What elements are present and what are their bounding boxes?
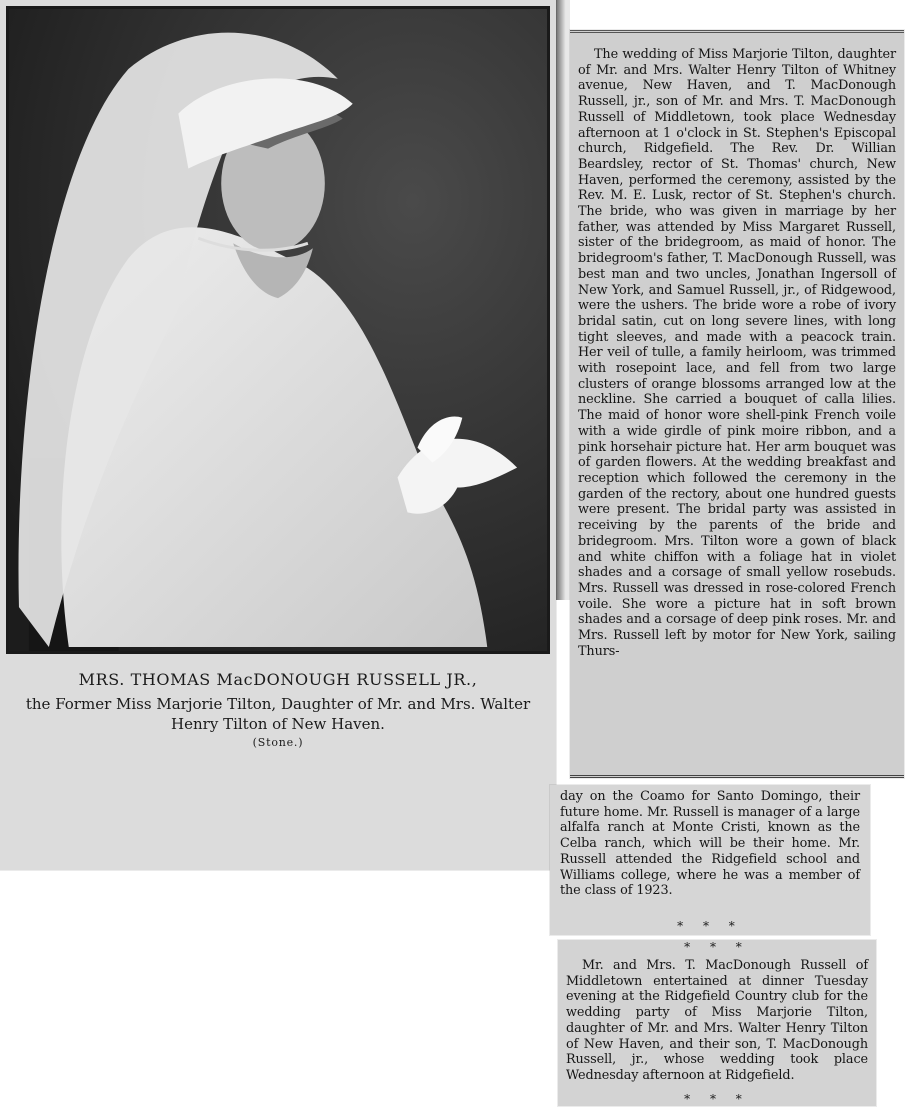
bride-portrait-illustration xyxy=(9,9,547,651)
dinner-article-clipping xyxy=(558,940,876,1106)
section-separator-bottom: * * * xyxy=(684,1092,750,1106)
section-separator-top: * * * xyxy=(684,940,750,954)
wedding-article-text: The wedding of Miss Marjorie Tilton, daughter of Mr. and Mrs. Walter Henry Tilton of Whitney avenue, New Haven, and T. MacDonough Russell, jr., son of Mr. and Mrs. T. MacDonough Russell of Middletown, took place Wednesday afternoon at 1 o'clock in St. Stephen's Episcopal church, Ridgefield. The Rev. Dr. Willian Beardsley, rector of St. Thomas' church, New Haven, performed the ceremony, assisted by the Rev. M. E. Lusk, rector of St. Stephen's church. The bride, who was given in marriage by her father, was attended by Miss Margaret Russell, sister of the bridegroom, as maid of honor. The bridegroom's father, T. MacDonough Russell, was best man and two uncles, Jonathan Ingersoll of New York, and Samuel Russell, jr., of Ridgewood, were the ushers. The bride wore a robe of ivory bridal satin, cut on long severe lines, with long tight sleeves, and made with a peacock train. Her veil of tulle, a family heirloom, was trimmed with rosepoint lace, and fell from two large clusters of orange blossoms arranged low at the neckline. She carried a bouquet of calla lilies. The maid of honor wore shell-pink French voile with a wide girdle of pink moire ribbon, and a pink horsehair picture hat. Her arm bouquet was of garden flowers. At the wedding breakfast and reception which followed the ceremony in the garden of the rectory, about one hundred guests were present. The bridal party was assisted in receiving by the parents of the bride and bridegroom. Mrs. Tilton wore a gown of black and white chiffon with a foliage hat in violet shades and a corsage of small yellow rosebuds. Mrs. Russell was dressed in rose-colored French voile. She wore a picture hat in soft brown shades and a corsage of deep pink roses. Mr. and Mrs. Russell left by motor for New York, sailing Thurs- xyxy=(578,47,896,659)
photo-credit: (Stone.) xyxy=(252,736,304,749)
dinner-article-text: Mr. and Mrs. T. MacDonough Russell of Middletown entertained at dinner Tuesday evening at the Ridgefield Country club for the wedding party of Miss Marjorie Tilton, daughter of Mr. and Mrs. Walter Henry Tilton of New Haven, and their son, T. MacDonough Russell, jr., whose wedding took place Wednesday afternoon at Ridgefield. xyxy=(566,958,868,1083)
wedding-article-continuation-clipping xyxy=(550,785,870,935)
photo-clipping xyxy=(0,0,556,870)
wedding-article-continuation-text: day on the Coamo for Santo Domingo, their future home. Mr. Russell is manager of a large alfalfa ranch at Monte Cristi, known as the Celba ranch, which will be their home. Mr. Russell attended the Ridgefield school and Williams college, where he was a member of the class of 1923. xyxy=(560,789,860,899)
section-separator: * * * xyxy=(677,919,743,933)
photo-caption-subtitle: the Former Miss Marjorie Tilton, Daughter of Mr. and Mrs. Walter Henry Tilton of New Haven. xyxy=(25,695,531,733)
wedding-article-clipping xyxy=(570,30,904,778)
photo-caption-title: MRS. THOMAS MacDONOUGH RUSSELL JR., xyxy=(78,670,478,689)
bride-portrait-photo xyxy=(6,6,550,654)
